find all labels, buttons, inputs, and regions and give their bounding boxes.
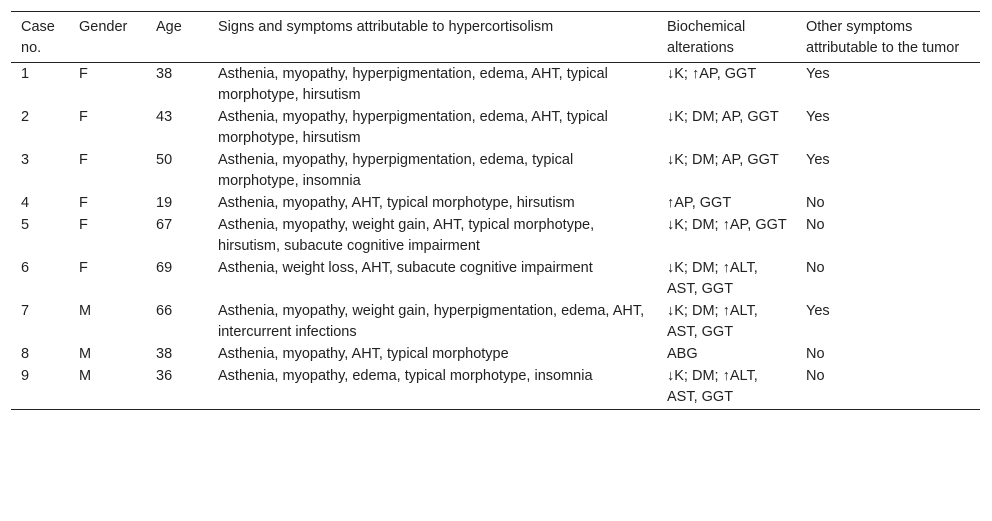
cell-gender: F <box>79 217 88 233</box>
header-other-symptoms: Other symptoms attributable to the tumor <box>806 19 960 56</box>
cell-signs-symptoms: Asthenia, weight loss, AHT, subacute cognitive impairment <box>218 260 593 276</box>
cell-gender: M <box>79 346 92 362</box>
cell-biochemical: ↓K; DM; ↑ALT, AST, GGT <box>667 260 758 297</box>
cell-biochemical: ↓K; DM; ↑AP, GGT <box>667 217 787 233</box>
cell-signs-symptoms: Asthenia, myopathy, edema, typical morphotype, insomnia <box>218 368 593 384</box>
cell-signs-symptoms: Asthenia, myopathy, AHT, typical morphotype, hirsutism <box>218 195 575 211</box>
cell-case-no: 5 <box>21 217 30 233</box>
cell-case-no: 9 <box>21 368 30 384</box>
cell-signs-symptoms: Asthenia, myopathy, hyperpigmentation, edema, AHT, typical morphotype, hirsutism <box>218 109 608 146</box>
clinical-cases-table-container <box>11 11 980 410</box>
cell-biochemical: ↑AP, GGT <box>667 195 732 211</box>
cell-other-symptoms: Yes <box>806 66 830 82</box>
cell-case-no: 4 <box>21 195 30 211</box>
cell-age: 43 <box>156 109 173 125</box>
cell-age: 19 <box>156 195 173 211</box>
table-row <box>11 258 980 301</box>
cell-age: 66 <box>156 303 173 319</box>
table-row <box>11 193 980 215</box>
cell-signs-symptoms: Asthenia, myopathy, weight gain, AHT, typical morphotype, hirsutism, subacute cognitive impairment <box>218 217 595 254</box>
cell-signs-symptoms: Asthenia, myopathy, weight gain, hyperpigmentation, edema, AHT, intercurrent infections <box>218 303 645 340</box>
cell-gender: M <box>79 368 92 384</box>
table-row <box>11 366 980 410</box>
cell-biochemical: ↓K; DM; AP, GGT <box>667 152 779 168</box>
table-row <box>11 150 980 193</box>
cell-case-no: 7 <box>21 303 30 319</box>
table-row <box>11 301 980 344</box>
cell-biochemical: ↓K; DM; AP, GGT <box>667 109 779 125</box>
cell-biochemical: ↓K; DM; ↑ALT, AST, GGT <box>667 368 758 405</box>
cell-other-symptoms: Yes <box>806 303 830 319</box>
cell-signs-symptoms: Asthenia, myopathy, hyperpigmentation, edema, typical morphotype, insomnia <box>218 152 574 189</box>
table-row <box>11 63 980 108</box>
cell-age: 36 <box>156 368 173 384</box>
header-age: Age <box>156 19 182 35</box>
table-row <box>11 344 980 366</box>
table-row <box>11 107 980 150</box>
cell-age: 38 <box>156 346 173 362</box>
cell-other-symptoms: No <box>806 368 825 384</box>
cell-biochemical: ↓K; DM; ↑ALT, AST, GGT <box>667 303 758 340</box>
cell-gender: M <box>79 303 92 319</box>
cell-other-symptoms: No <box>806 195 825 211</box>
cell-other-symptoms: No <box>806 217 825 233</box>
cell-gender: F <box>79 109 88 125</box>
cell-case-no: 2 <box>21 109 30 125</box>
table-row <box>11 215 980 258</box>
cell-case-no: 6 <box>21 260 30 276</box>
cell-gender: F <box>79 260 88 276</box>
cell-biochemical: ABG <box>667 346 698 362</box>
table-header-row <box>11 12 980 63</box>
cell-age: 50 <box>156 152 173 168</box>
cell-biochemical: ↓K; ↑AP, GGT <box>667 66 757 82</box>
cell-other-symptoms: No <box>806 260 825 276</box>
cell-other-symptoms: Yes <box>806 152 830 168</box>
cell-case-no: 3 <box>21 152 30 168</box>
cell-age: 67 <box>156 217 173 233</box>
cell-other-symptoms: Yes <box>806 109 830 125</box>
cell-gender: F <box>79 195 88 211</box>
cell-signs-symptoms: Asthenia, myopathy, AHT, typical morphotype <box>218 346 509 362</box>
cell-age: 38 <box>156 66 173 82</box>
cell-case-no: 1 <box>21 66 30 82</box>
cell-gender: F <box>79 152 88 168</box>
cell-age: 69 <box>156 260 173 276</box>
header-signs-symptoms: Signs and symptoms attributable to hypercortisolism <box>218 19 554 35</box>
header-biochemical-alterations: Biochemical alterations <box>667 19 746 56</box>
clinical-cases-table <box>11 11 980 410</box>
header-gender: Gender <box>79 19 128 35</box>
cell-case-no: 8 <box>21 346 30 362</box>
header-case-no: Case no. <box>21 19 55 56</box>
cell-other-symptoms: No <box>806 346 825 362</box>
cell-signs-symptoms: Asthenia, myopathy, hyperpigmentation, edema, AHT, typical morphotype, hirsutism <box>218 66 608 103</box>
cell-gender: F <box>79 66 88 82</box>
